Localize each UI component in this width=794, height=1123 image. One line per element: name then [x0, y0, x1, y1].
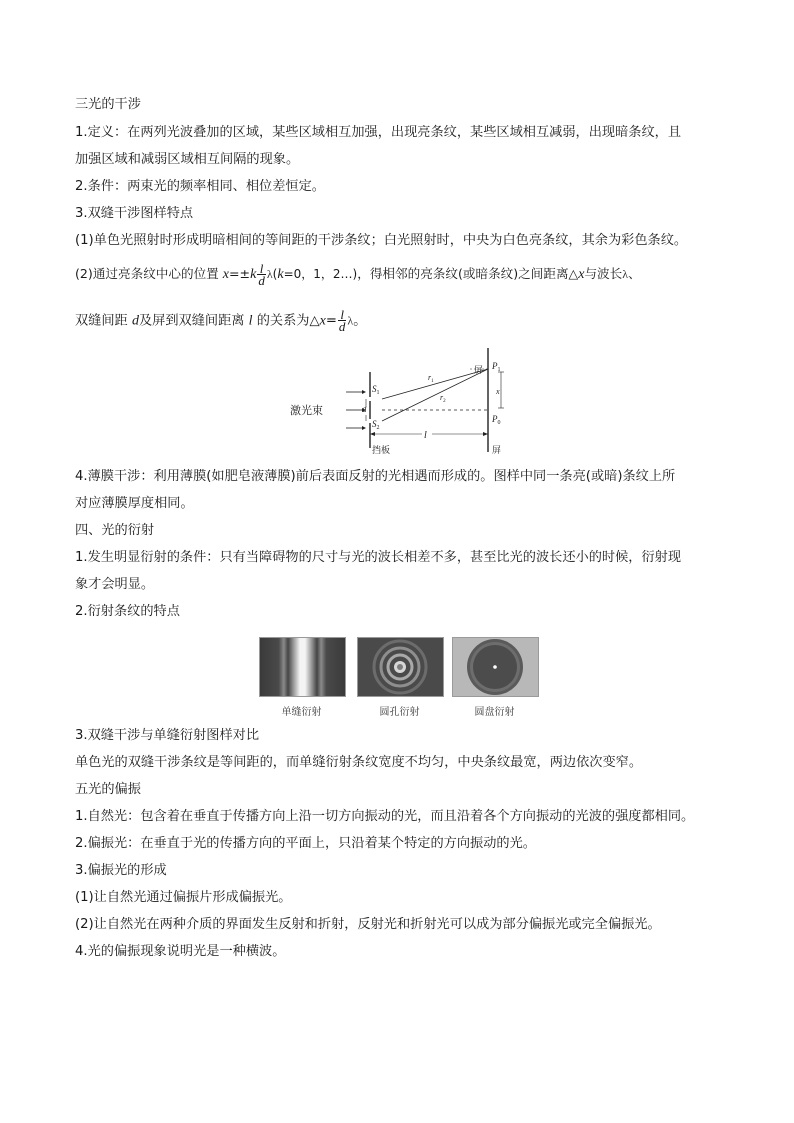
lambda-symbol: λ [266, 267, 273, 281]
laser-arrowhead-3 [362, 426, 366, 430]
circular-hole-diffraction-image [357, 637, 444, 697]
var-x-3: x [319, 313, 326, 329]
fraction-l-over-d [257, 263, 266, 286]
frac-numerator-2: l [338, 309, 347, 321]
screen-label-bottom: 屏 [492, 446, 502, 456]
line2-eq: = [325, 313, 337, 329]
section-heading-diffraction: 四、光的衍射 [75, 523, 155, 538]
definition-line-1: 1.定义：在两列光波叠加的区域，某些区域相互加强，出现亮条纹，某些区域相互减弱，出现暗条纹，且 [75, 125, 682, 140]
natural-light-text: 1.自然光：包含着在垂直于传播方向上沿一切方向振动的光，而且沿着各个方向振动的光波的强度都相同。 [75, 809, 695, 824]
item2-mid: ，得相邻的亮条纹(或暗条纹)之间距离△ [357, 266, 579, 281]
diffraction-features-title: 2.衍射条纹的特点 [75, 604, 180, 619]
lambda-symbol-2: λ [622, 267, 629, 281]
k-values: =0，1，2…) [283, 267, 358, 281]
caption-circular-disc: 圆盘衍射 [474, 707, 515, 718]
item2-eq: =± [229, 266, 251, 281]
single-slit-pattern [260, 638, 345, 696]
caption-single-slit: 单缝衍射 [281, 707, 322, 718]
screen-label-top: 屏 [474, 366, 484, 376]
section-heading-polarization: 五光的偏振 [75, 782, 141, 797]
laser-arrowhead-1 [362, 390, 366, 394]
polarized-light-text: 2.偏振光：在垂直于光的传播方向的平面上，只沿着某个特定的方向振动的光。 [75, 836, 536, 851]
thin-film-line-2: 对应薄膜厚度相同。 [75, 496, 194, 511]
l-label: l [424, 430, 427, 441]
formation-item-1: (1)让自然光通过偏振片形成偏振光。 [75, 890, 292, 905]
line2-c: 的关系为△ [252, 313, 320, 329]
lambda-symbol-3: λ [347, 313, 354, 328]
compare-title: 3.双缝干涉与单缝衍射图样对比 [75, 728, 260, 743]
l-arrow-left [370, 432, 375, 436]
x-label: x [496, 387, 500, 396]
var-k: k [250, 267, 257, 282]
section-heading-interference: 三光的干涉 [75, 97, 141, 112]
ray-r1 [382, 369, 488, 399]
compare-text: 单色光的双缝干涉条纹是等间距的，而单缝衍射条纹宽度不均匀，中央条纹最宽，两边依次变窄。 [75, 755, 643, 770]
pattern-item-1: (1)单色光照射时形成明暗相间的等间距的干涉条纹；白光照射时，中央为白色亮条纹，其余为彩色条纹。 [75, 233, 688, 248]
circular-disc-pattern [453, 638, 538, 696]
baffle-label: 挡板 [372, 446, 391, 456]
pattern-item-2-line-2 [75, 309, 725, 332]
caption-circular-hole: 圆孔衍射 [379, 707, 420, 718]
p1-label: $P_1$ [492, 361, 501, 373]
double-slit-diagram [290, 342, 530, 456]
s1-label: $S_1$ [372, 384, 380, 396]
r2-label: $r_2$ [440, 393, 446, 404]
line2-b: 及屏到双缝间距离 [138, 313, 249, 329]
circular-hole-pattern [358, 638, 443, 696]
var-d: d [131, 313, 139, 329]
fraction-l-over-d-2 [338, 309, 347, 332]
item2-tail: 、 [628, 266, 641, 281]
ray-r2 [382, 369, 488, 421]
item2-end: 与波长 [584, 266, 623, 281]
item2-paren: ( [272, 267, 278, 281]
item2-prefix: (2)通过亮条纹中心的位置 [75, 266, 223, 281]
r1-label: $r_1$ [428, 373, 434, 384]
formation-item-2: (2)让自然光在两种介质的界面发生反射和折射，反射光和折射光可以成为部分偏振光或完全偏振光。 [75, 917, 661, 932]
diffraction-condition-2: 象才会明显。 [75, 577, 155, 592]
definition-line-2: 加强区域和减弱区域相互间隔的现象。 [75, 152, 300, 167]
d-label: d [362, 404, 367, 414]
single-slit-diffraction-image [259, 637, 346, 697]
polarization-formation-title: 3.偏振光的形成 [75, 863, 167, 878]
diffraction-condition-1: 1.发生明显衍射的条件：只有当障碍物的尺寸与光的波长相差不多，甚至比光的波长还小的时候，衍射现 [75, 550, 682, 565]
l-arrow-right [483, 432, 488, 436]
frac-numerator: l [257, 263, 266, 275]
laser-beam-label: 激光束 [290, 404, 323, 417]
pattern-title: 3.双缝干涉图样特点 [75, 206, 194, 221]
pattern-item-2 [75, 263, 725, 286]
s2-label: $S_2$ [372, 419, 380, 431]
line2-a: 双缝间距 [75, 313, 132, 329]
var-k-2: k [277, 267, 284, 282]
var-l: l [248, 313, 253, 329]
var-x: x [222, 267, 229, 282]
condition-text: 2.条件：两束光的频率相同、相位差恒定。 [75, 179, 325, 194]
frac-denominator-2: d [338, 319, 346, 334]
p0-label: $P_0$ [492, 414, 501, 426]
circular-disc-diffraction-image [452, 637, 539, 697]
var-x-2: x [578, 267, 585, 282]
thin-film-line-1: 4.薄膜干涉：利用薄膜(如肥皂液薄膜)前后表面反射的光相遇而形成的。图样中同一条亮(或暗)条纹上所 [75, 469, 676, 484]
frac-denominator: d [258, 273, 265, 288]
line2-end: 。 [353, 313, 367, 329]
polarization-conclusion: 4.光的偏振现象说明光是一种横波。 [75, 944, 286, 959]
